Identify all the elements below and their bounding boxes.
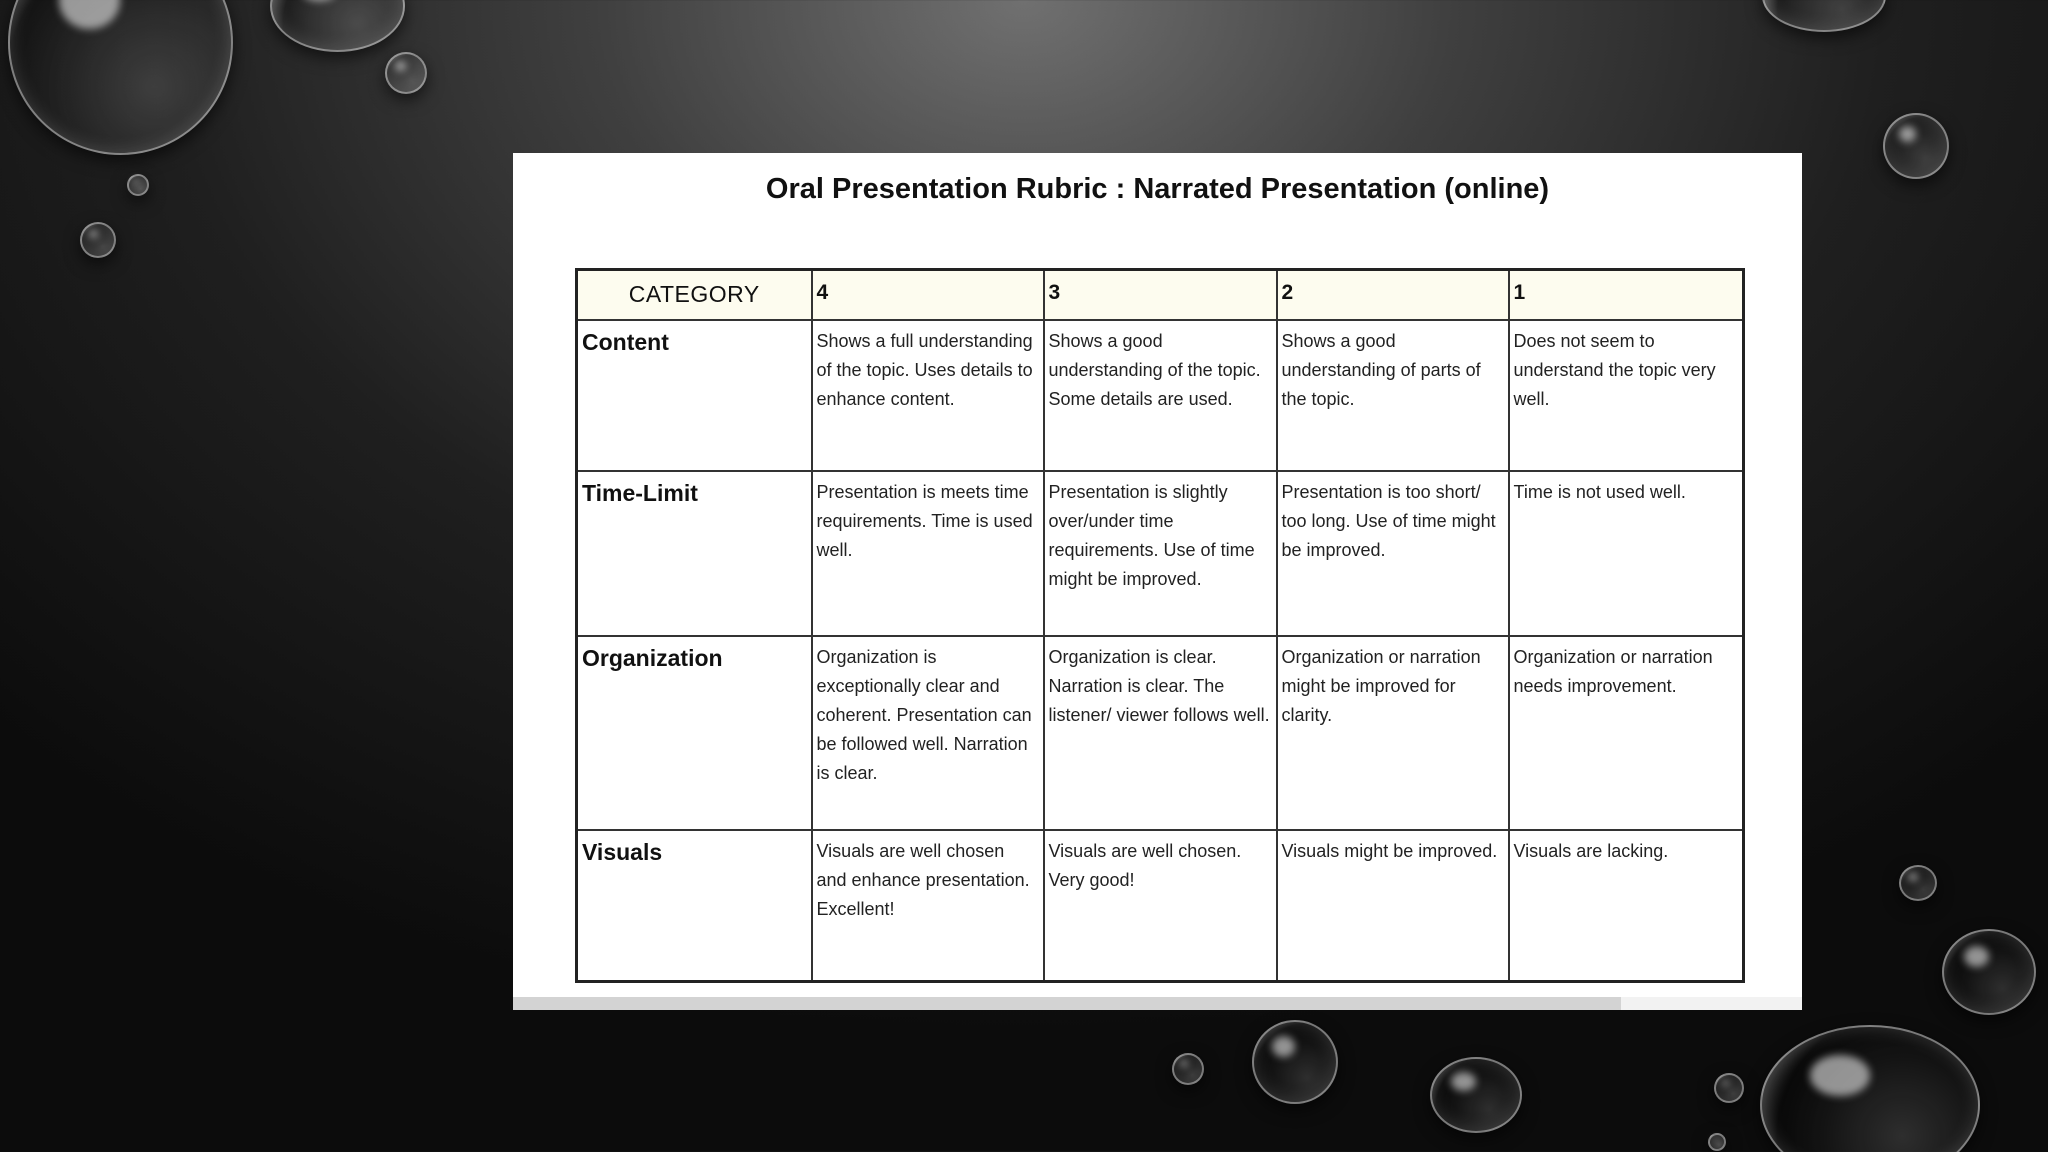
rubric-image-card <box>513 153 1802 1010</box>
water-bubble-decoration <box>1172 1053 1204 1085</box>
rubric-cell: Shows a full understanding of the topic. Uses details to enhance content. <box>812 320 1044 471</box>
rubric-cell: Visuals are lacking. <box>1509 830 1744 982</box>
rubric-cell: Shows a good understanding of parts of the topic. <box>1277 320 1509 471</box>
rubric-cell: Presentation is too short/ too long. Use of time might be improved. <box>1277 471 1509 636</box>
header-score-4: 4 <box>812 270 1044 320</box>
rubric-cell: Organization is exceptionally clear and coherent. Presentation can be followed well. Narration is clear. <box>812 636 1044 830</box>
water-bubble-decoration <box>8 0 233 155</box>
water-bubble-decoration <box>1430 1057 1522 1133</box>
rubric-cell: Visuals might be improved. <box>1277 830 1509 982</box>
rubric-row-content <box>577 320 1744 471</box>
water-bubble-decoration <box>1899 865 1937 901</box>
row-category-label: Organization <box>577 636 812 830</box>
rubric-cell: Presentation is meets time requirements. Time is used well. <box>812 471 1044 636</box>
water-bubble-decoration <box>270 0 405 52</box>
water-bubble-decoration <box>1883 113 1949 179</box>
horizontal-scrollbar[interactable] <box>513 997 1802 1010</box>
rubric-table <box>575 268 1745 983</box>
header-score-1: 1 <box>1509 270 1744 320</box>
water-bubble-decoration <box>80 222 116 258</box>
rubric-row-visuals <box>577 830 1744 982</box>
rubric-cell: Organization or narration needs improvement. <box>1509 636 1744 830</box>
rubric-cell: Organization is clear. Narration is clear. The listener/ viewer follows well. <box>1044 636 1277 830</box>
header-score-2: 2 <box>1277 270 1509 320</box>
rubric-cell: Visuals are well chosen. Very good! <box>1044 830 1277 982</box>
row-category-label: Content <box>577 320 812 471</box>
rubric-cell: Presentation is slightly over/under time requirements. Use of time might be improved. <box>1044 471 1277 636</box>
water-bubble-decoration <box>1708 1133 1726 1151</box>
water-bubble-decoration <box>1714 1073 1744 1103</box>
rubric-row-time-limit <box>577 471 1744 636</box>
scrollbar-thumb[interactable] <box>513 997 1621 1010</box>
rubric-cell: Organization or narration might be improved for clarity. <box>1277 636 1509 830</box>
row-category-label: Time-Limit <box>577 471 812 636</box>
water-bubble-decoration <box>127 174 149 196</box>
rubric-header-row <box>577 270 1744 320</box>
water-bubble-decoration <box>385 52 427 94</box>
slide-title: Oral Presentation Rubric : Narrated Presentation (online) <box>765 173 1550 205</box>
row-category-label: Visuals <box>577 830 812 982</box>
rubric-cell: Shows a good understanding of the topic. Some details are used. <box>1044 320 1277 471</box>
rubric-cell: Does not seem to understand the topic very well. <box>1509 320 1744 471</box>
water-bubble-decoration <box>1942 929 2036 1015</box>
header-category: CATEGORY <box>577 270 812 320</box>
water-bubble-decoration <box>1762 0 1886 32</box>
water-bubble-decoration <box>1252 1020 1338 1104</box>
water-bubble-decoration <box>1760 1025 1980 1152</box>
rubric-cell: Time is not used well. <box>1509 471 1744 636</box>
rubric-row-organization <box>577 636 1744 830</box>
rubric-cell: Visuals are well chosen and enhance presentation. Excellent! <box>812 830 1044 982</box>
header-score-3: 3 <box>1044 270 1277 320</box>
